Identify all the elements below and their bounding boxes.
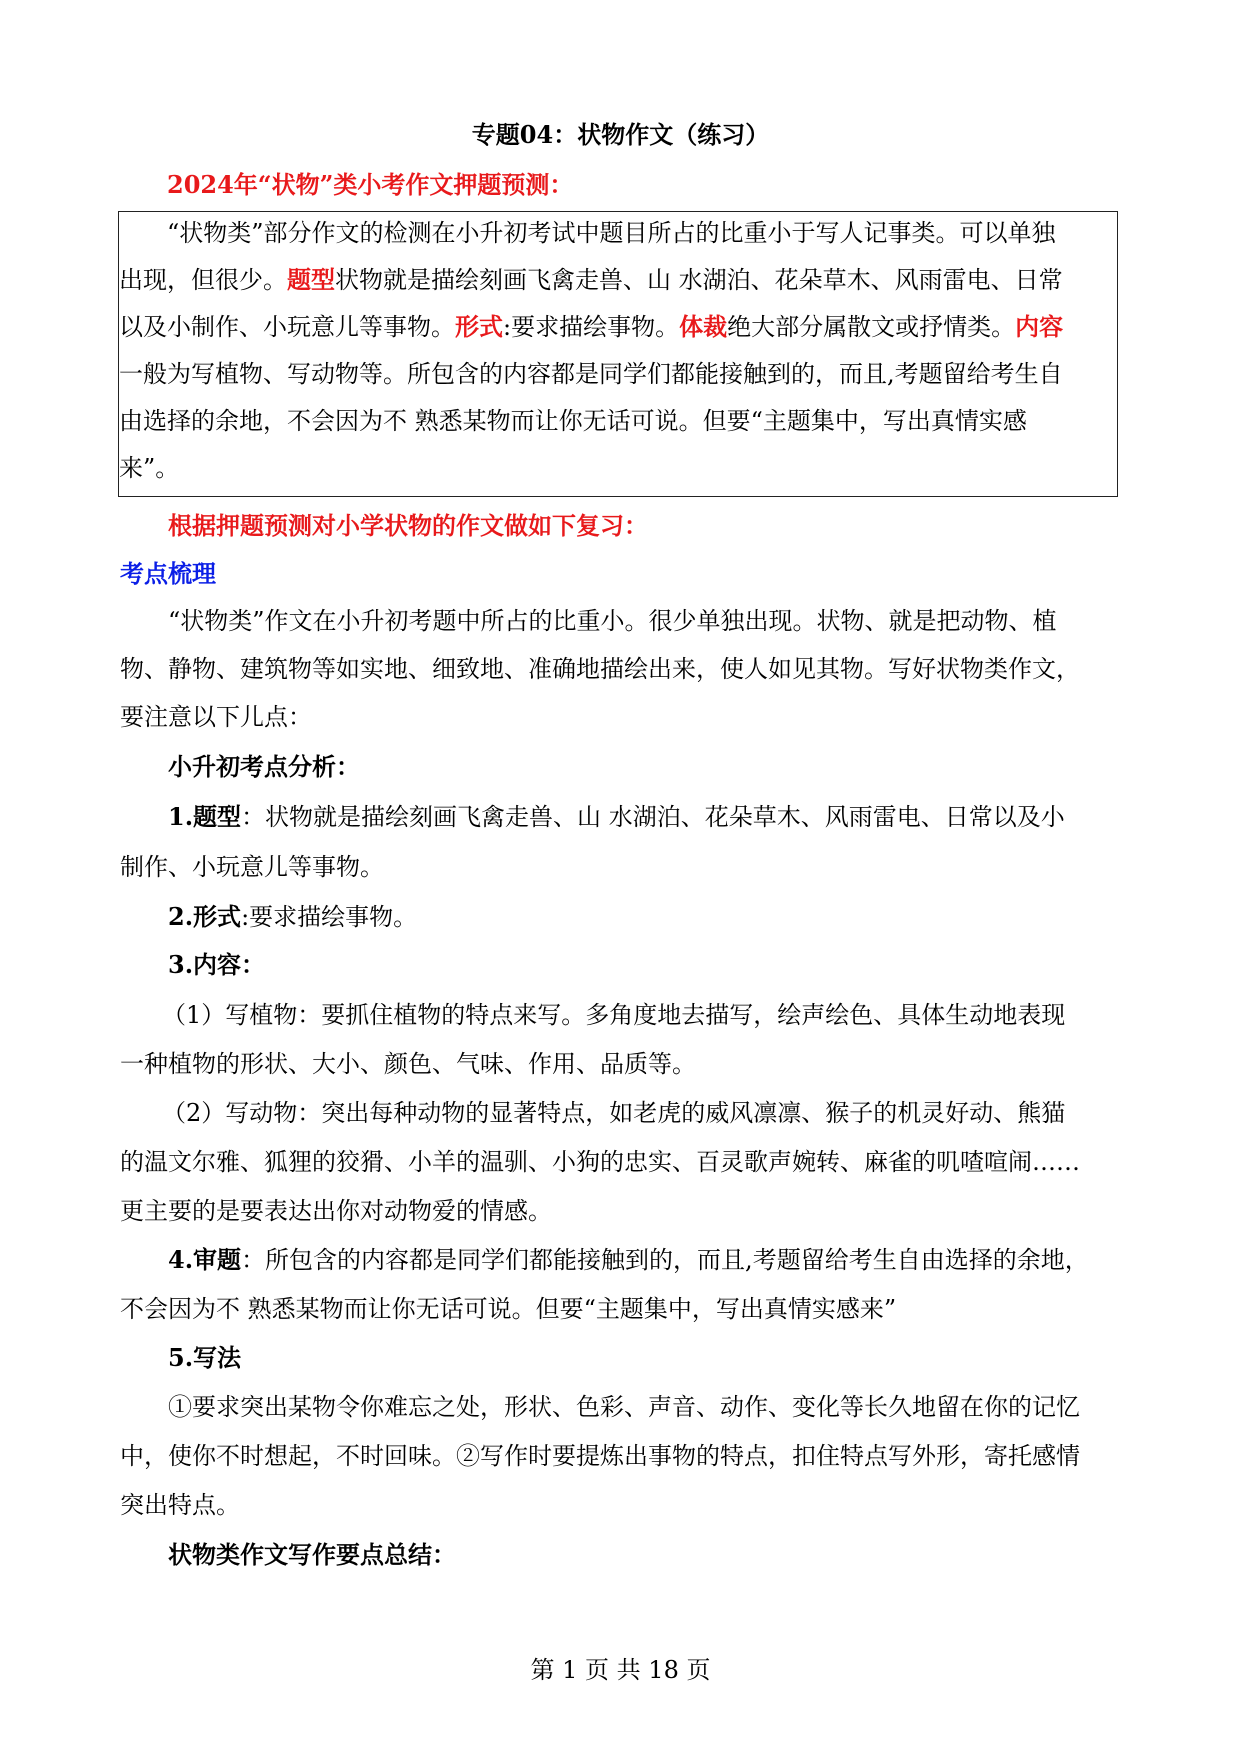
box-line-4: 一般为写植物、写动物等。所包含的内容都是同学们都能接触到的，而且,考题留给考生自 xyxy=(119,360,1063,388)
point-3-heading: 3.内容： xyxy=(168,950,266,979)
point-4-line-1: 4.审题：所包含的内容都是同学们都能接触到的，而且,考题留给考生自由选择的余地， xyxy=(168,1245,1089,1274)
keyword-content: 内容 xyxy=(1015,312,1064,341)
point-1-line-2: 制作、小玩意儿等事物。 xyxy=(120,853,384,881)
point-1-line-1: 1.题型：状物就是描绘刻画飞禽走兽、山 水湖泊、花朵草木、风雨雷电、日常以及小 xyxy=(168,802,1065,831)
keyword-type: 题型 xyxy=(287,265,335,294)
page-title: 专题04：状物作文（练习） xyxy=(471,120,770,149)
point-5-line-1: ①要求突出某物令你难忘之处，形状、色彩、声音、动作、变化等长久地留在你的记忆 xyxy=(168,1393,1080,1421)
review-heading: 根据押题预测对小学状物的作文做如下复习： xyxy=(168,511,648,540)
point-5-line-2: 中，使你不时想起，不时回味。②写作时要提炼出事物的特点，扣住特点写外形，寄托感情 xyxy=(120,1442,1080,1470)
point-3-2-line-2: 的温文尔雅、狐狸的狡猾、小羊的温驯、小狗的忠实、百灵歌声婉转、麻雀的叽喳喧闹…… xyxy=(120,1148,1080,1176)
section-heading: 考点梳理 xyxy=(120,559,216,588)
point-3-2-line-1: （2）写动物：突出每种动物的显著特点，如老虎的威风凛凛、猴子的机灵好动、熊猫 xyxy=(162,1099,1066,1127)
point-3-1-line-1: （1）写植物：要抓住植物的特点来写。多角度地去描写，绘声绘色、具体生动地表现 xyxy=(162,1001,1066,1029)
prediction-box xyxy=(118,211,1118,497)
point-3-1-line-2: 一种植物的形状、大小、颜色、气味、作用、品质等。 xyxy=(120,1050,696,1078)
point-5-line-3: 突出特点。 xyxy=(120,1491,240,1519)
summary-heading: 状物类作文写作要点总结： xyxy=(168,1540,456,1569)
box-line-6: 来”。 xyxy=(119,454,180,482)
keyword-genre: 体裁 xyxy=(679,312,728,341)
box-line-2: 出现，但很少。题型状物就是描绘刻画飞禽走兽、山 水湖泊、花朵草木、风雨雷电、日常 xyxy=(119,265,1063,294)
box-line-5: 由选择的余地，不会因为不 熟悉某物而让你无话可说。但要“主题集中，写出真情实感 xyxy=(119,407,1027,435)
box-line-3: 以及小制作、小玩意儿等事物。形式:要求描绘事物。体裁绝大部分属散文或抒情类。内容 xyxy=(119,312,1064,341)
point-3-2-line-3: 更主要的是要表达出你对动物爱的情感。 xyxy=(120,1197,552,1225)
intro-line-3: 要注意以下儿点： xyxy=(120,703,312,731)
analysis-heading: 小升初考点分析： xyxy=(168,752,360,781)
point-5-heading: 5.写法 xyxy=(168,1343,242,1372)
point-2: 2.形式:要求描绘事物。 xyxy=(168,902,418,931)
intro-line-1: “状物类”作文在小升初考题中所占的比重小。很少单独出现。状物、就是把动物、植 xyxy=(168,607,1057,635)
page-number-footer: 第 1 页 共 18 页 xyxy=(530,1656,711,1684)
keyword-form: 形式 xyxy=(455,312,503,341)
prediction-subtitle: 2024年“状物”类小考作文押题预测： xyxy=(167,170,574,199)
box-line-1: “状物类”部分作文的检测在小升初考试中题目所占的比重小于写人记事类。可以单独 xyxy=(167,219,1056,247)
intro-line-2: 物、静物、建筑物等如实地、细致地、准确地描绘出来，使人如见其物。写好状物类作文， xyxy=(120,655,1080,683)
point-4-line-2: 不会因为不 熟悉某物而让你无话可说。但要“主题集中，写出真情实感来” xyxy=(120,1295,897,1323)
